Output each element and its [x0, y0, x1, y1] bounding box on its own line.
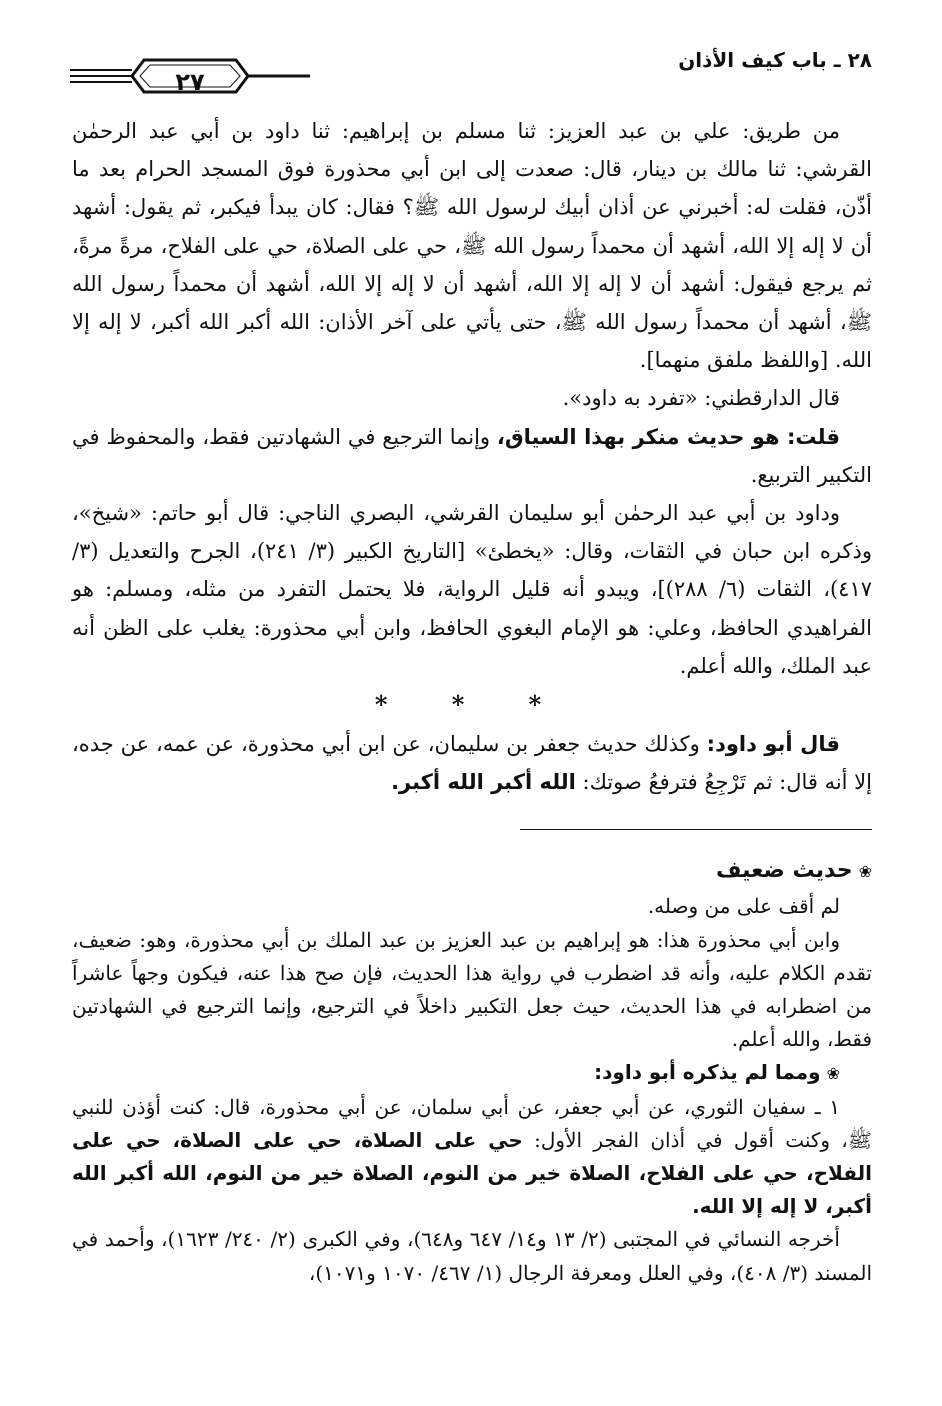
footnote-line: لم أقف على من وصله. — [647, 894, 840, 919]
paragraph-abu-dawud — [72, 725, 872, 801]
page-number: ٢٧ — [175, 68, 205, 96]
body-text — [72, 112, 872, 1290]
paragraph-narrator: وداود بن أبي عبد الرحمٰن أبو سليمان القرشي، البصري الناجي: قال أبو حاتم: «شيخ»، وذكره ابن حبان في الثقات، وقال: «يخطئ» [التاريخ الكبير (٣/ ٢٤١)، الجرح والتعديل (٣/ ٤١٧)، الثقات (٦/ ٢٨٨)]، ويبدو أنه قليل الرواية، فلا يحتمل التفرد من مثله، ومسلم: هو الفراهيدي الحافظ، وعلي: هو الإمام البغوي الحافظ، وابن أبي محذورة: يغلب على الظن أنه عبد الملك، والله أعلم. — [72, 501, 873, 678]
paragraph-daraqutni: قال الدارقطني: «تفرد به داود». — [562, 386, 840, 411]
abu-dawud-takbir: الله أكبر الله أكبر. — [391, 770, 576, 795]
running-head: ٢٨ ـ باب كيف الأذان — [678, 48, 872, 72]
footnote-heading: ❀حديث ضعيف — [715, 858, 872, 884]
flower-icon: ❀ — [826, 1064, 840, 1084]
footnote-line: أخرجه النسائي في المجتبى (٢/ ١٣ و١٤/ ٦٤٧ و٦٤٨)، وفي الكبرى (٢/ ٢٤٠/ ١٦٢٣)، وأحمد في المسند (٣/ ٤٠٨)، وفي العلل ومعرفة الرجال (١/ ٤٦٧/ ١٠٧٠ و١٠٧١)، — [72, 1227, 872, 1285]
section-divider-stars: * * * — [374, 690, 570, 720]
footnote-subheading: ❀ومما لم يذكره أبو داود: — [594, 1060, 840, 1085]
paragraph-isnad: من طريق: علي بن عبد العزيز: ثنا مسلم بن إبراهيم: ثنا داود بن أبي عبد الرحمٰن القرشي: ثنا مالك بن دينار، قال: صعدت إلى ابن أبي محذورة فوق المسجد الحرام بعد ما أذّن، فقلت له: أخبرني عن أذان أبيك لرسول الله ﷺ؟ فقال: كان يبدأ فيكبر، ثم يقول: أشهد أن لا إله إلا الله، أشهد أن محمداً رسول الله ﷺ، حي على الصلاة، حي على الفلاح، مرةً مرةً، ثم يرجع فيقول: أشهد أن لا إله إلا الله، أشهد أن لا إله إلا الله، أشهد أن محمداً رسول الله ﷺ، أشهد أن محمداً رسول الله ﷺ، حتى يأتي على آخر الأذان: الله أكبر الله أكبر، لا إله إلا الله. [واللفظ ملفق منهما]. — [72, 119, 873, 373]
footnotes — [72, 853, 872, 1289]
page-number-badge — [70, 52, 310, 102]
paragraph-verdict — [72, 418, 872, 494]
footnote-rule — [520, 829, 872, 830]
adhan-words: حي على الصلاة، حي على الصلاة، حي على الفلاح، حي على الفلاح، الصلاة خير من النوم، الصلاة خير من النوم، الله أكبر الله أكبر، لا إله إلا الله. — [72, 1127, 872, 1219]
footnote-line: ١ ـ سفيان الثوري، عن أبي جعفر، عن أبي سلمان، عن أبي محذورة، قال: كنت أؤذن للنبي ﷺ، وكنت أقول في أذان الفجر الأول: حي على الصلاة، حي على الصلاة، حي على الفلاح، حي على الفلاح، الصلاة خير من النوم، الصلاة خير من النوم، الله أكبر الله أكبر، لا إله إلا الله. — [72, 1094, 872, 1219]
verdict-text: وإنما الترجيع في الشهادتين فقط، والمحفوظ في التكبير التربيع. — [72, 424, 872, 487]
flower-icon: ❀ — [858, 862, 872, 882]
page-header — [70, 40, 872, 100]
footnote-line: وابن أبي محذورة هذا: هو إبراهيم بن عبد العزيز بن عبد الملك بن أبي محذورة، وهو: ضعيف، تقدم الكلام عليه، وأنه قد اضطرب في رواية هذا الحديث، فإن صح هذا عنه، فيكون وجهاً عاشراً من اضطرابه في هذا الحديث، حيث جعل التكبير داخلاً في الترجيع، وإنما الترجيع في الشهادتين فقط، والله أعلم. — [72, 927, 872, 1052]
verdict-bold: قلت: هو حديث منكر بهذا السياق، — [496, 424, 840, 449]
abu-dawud-lead: قال أبو داود: — [706, 732, 841, 757]
abu-dawud-text: وكذلك حديث جعفر بن سليمان، عن ابن أبي محذورة، عن عمه، عن جده، إلا أنه قال: ثم تَرْجِعُ فترفعُ صوتك: — [72, 732, 872, 795]
footnote-separator — [72, 801, 872, 853]
